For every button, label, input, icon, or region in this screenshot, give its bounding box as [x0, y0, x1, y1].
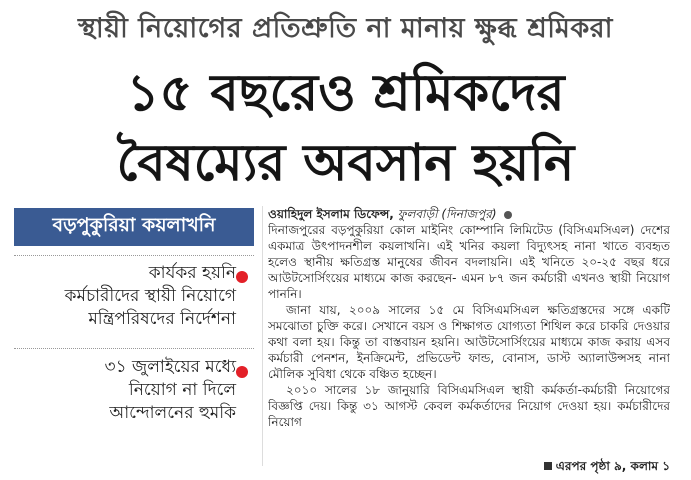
highlight-line: আন্দোলনের হুমকি: [109, 402, 236, 423]
highlight-line: ৩১ জুলাইয়ের মধ্যে: [104, 357, 236, 377]
sidebar-divider: [14, 348, 254, 349]
continued-text: এরপর পৃষ্ঠা ৯, কলাম ১: [555, 459, 670, 473]
highlight-group-1: [65, 262, 236, 331]
highlight-line: নিয়োগ না দিলে: [128, 379, 236, 400]
byline-place: ফুলবাড়ী (দিনাজপুর): [397, 207, 497, 221]
continued-notice: [544, 458, 670, 478]
article-body: [268, 206, 670, 454]
sidebar-banner: বড়পুকুরিয়া কয়লাখনি: [14, 208, 254, 246]
headline-line-2: বৈষম্যের অবসান হয়নি: [116, 134, 575, 193]
bullet-dot-icon: [236, 271, 248, 283]
highlight-line: কার্যকর হয়নি: [148, 263, 236, 283]
kicker-headline: স্থায়ী নিয়োগের প্রতিশ্রুতি না মানায় ক্ষুব্ধ শ্রমিকরা: [78, 13, 613, 44]
highlight-line: মন্ত্রিপরিষদের নির্দেশনা: [88, 308, 236, 329]
article-paragraph: দিনাজপুরের বড়পুকুরিয়া কোল মাইনিং কোম্পানি লিমিটেড (বিসিএমসিএল) দেশের একমাত্র উৎপাদনশীল কয়লাখনি। এই খনির কয়লা বিদ্যুৎসহ নানা খাতে ব্যবহৃত হলেও স্থানীয় ক্ষতিগ্রস্ত মানুষের জীবন বদলায়নি। এই খনিতে ২০-২৫ বছর ধরে আউটসোর্সিংয়ের মাধ্যমে কাজ করছেন- এমন ৮৭ জন কর্মচারী এখনও স্থায়ী নিয়োগ পাননি।: [268, 223, 670, 301]
highlight-line: কর্মচারীদের স্থায়ী নিয়োগে: [64, 285, 236, 306]
byline-dot-icon: [504, 211, 512, 219]
byline: [268, 206, 670, 222]
square-bullet-icon: [544, 462, 552, 470]
column-divider: [262, 206, 263, 466]
byline-name: ওয়াহিদুল ইসলাম ডিফেন্স,: [268, 207, 394, 221]
article-paragraph: জানা যায়, ২০০৯ সালের ১৫ মে বিসিএমসিএল ক্ষতিগ্রস্তদের সঙ্গে একটি সমঝোতা চুক্তি করে। সেখানে বয়স ও শিক্ষাগত যোগ্যতা শিথিল করে চাকরি দেওয়ার কথা বলা হয়। কিন্তু তা বাস্তবায়ন হয়নি। আউটসোর্সিংয়ের মাধ্যমে কাজ করায় এসব কর্মচারী পেনশন, ইনক্রিমেন্ট, প্রভিডেন্ট ফান্ড, বোনাস, ডাস্ট অ্যালাউন্সসহ নানা মৌলিক সুবিধা থেকে বঞ্চিত হচ্ছেন।: [268, 303, 670, 381]
headline-line-1: ১৫ বছরেও শ্রমিকদের: [126, 64, 565, 123]
bullet-dot-icon: [236, 366, 248, 378]
article-paragraph: ২০১০ সালের ১৮ জানুয়ারি বিসিএমসিএল স্থায়ী কর্মকর্তা-কর্মচারী নিয়োগের বিজ্ঞপ্তি দেয়। কিন্তু ৩১ আগস্ট কেবল কর্মকর্তাদের নিয়োগ দেওয়া হয়। কর্মচারীদের নিয়োগ: [268, 383, 670, 429]
highlight-group-2: [105, 356, 236, 425]
sidebar-divider: [14, 255, 254, 256]
